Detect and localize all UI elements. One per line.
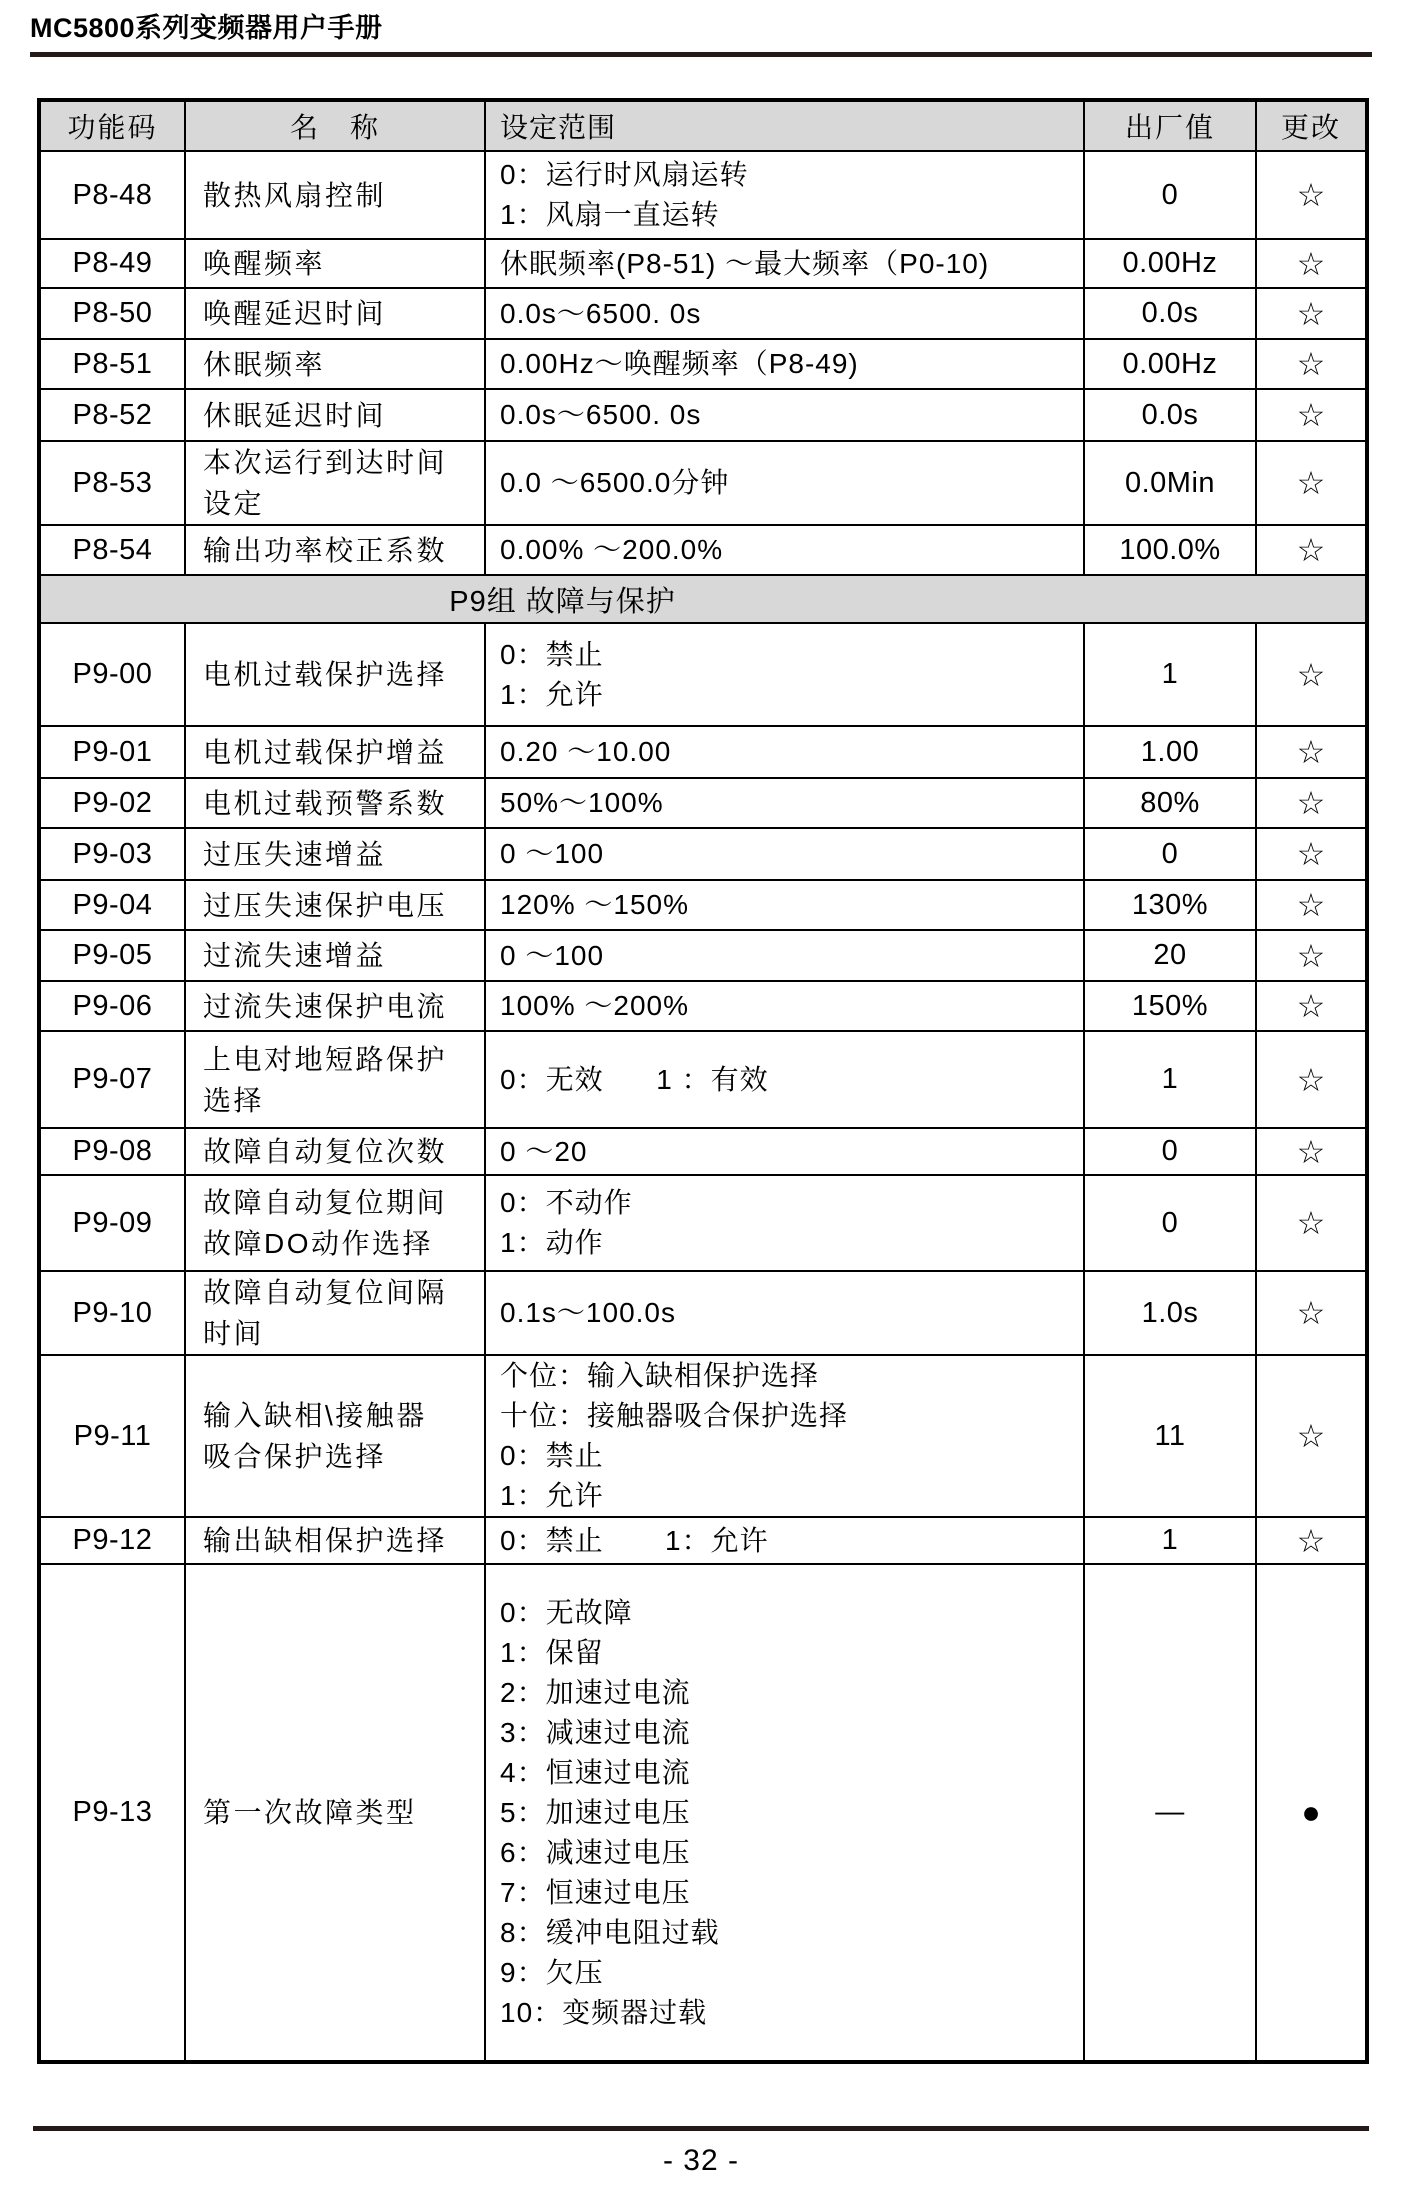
param-name	[185, 1517, 485, 1564]
param-code: P9-01	[39, 726, 185, 778]
param-change-flag: ☆	[1256, 389, 1367, 441]
param-name	[185, 880, 485, 930]
param-range	[485, 1175, 1084, 1271]
param-default-value: 1	[1084, 623, 1256, 726]
param-range-line: 1：允许	[500, 1480, 604, 1511]
param-default-value: 80%	[1084, 778, 1256, 828]
param-default-value: 0.00Hz	[1084, 239, 1256, 288]
param-code: P9-07	[39, 1031, 185, 1128]
column-header-code: 功能码	[39, 100, 185, 151]
param-range	[485, 441, 1084, 525]
param-range-line: 0：禁止	[500, 1440, 604, 1471]
section-label: P9组 故障与保护	[39, 575, 1367, 623]
table-row	[39, 389, 1367, 441]
param-change-flag: ☆	[1256, 239, 1367, 288]
param-default-value: 1.00	[1084, 726, 1256, 778]
param-name-line: 过流失速增益	[203, 940, 387, 971]
table-row	[39, 288, 1367, 339]
param-code: P9-05	[39, 930, 185, 981]
param-default-value: 0.00Hz	[1084, 339, 1256, 389]
param-name	[185, 1031, 485, 1128]
param-name-line: 休眠延迟时间	[203, 399, 387, 431]
param-range	[485, 389, 1084, 441]
param-code: P9-00	[39, 623, 185, 726]
param-name	[185, 778, 485, 828]
param-name-line: 故障自动复位期间	[203, 1187, 448, 1218]
table-row	[39, 880, 1367, 930]
table-row	[39, 726, 1367, 778]
param-code: P9-10	[39, 1271, 185, 1355]
param-range-line: 0.0s～6500. 0s	[500, 399, 702, 430]
param-range-line: 0 ～20	[500, 1135, 588, 1167]
param-range-line: 0：不动作	[500, 1187, 633, 1218]
param-change-flag: ☆	[1256, 151, 1367, 239]
footer-rule	[33, 2126, 1369, 2131]
param-name	[185, 525, 485, 575]
param-range-line: 1：风扇一直运转	[500, 199, 720, 230]
param-name	[185, 1564, 485, 2062]
param-name-line: 输出缺相保护选择	[203, 1525, 448, 1556]
param-name-line: 休眠频率	[203, 348, 326, 380]
param-change-flag: ☆	[1256, 1517, 1367, 1564]
table-header-row	[39, 100, 1367, 151]
param-change-flag: ☆	[1256, 623, 1367, 726]
param-code: P8-51	[39, 339, 185, 389]
table-row	[39, 930, 1367, 981]
param-code: P9-12	[39, 1517, 185, 1564]
param-name-line: 输入缺相\接触器	[203, 1400, 427, 1431]
param-name	[185, 239, 485, 288]
param-name	[185, 288, 485, 339]
param-code: P8-48	[39, 151, 185, 239]
param-default-value: 1	[1084, 1517, 1256, 1564]
page-number: - 32 -	[662, 2144, 740, 2177]
param-range-line: 0.0s～6500. 0s	[500, 297, 702, 329]
param-range-line: 100% ～200%	[500, 990, 690, 1021]
param-name	[185, 339, 485, 389]
param-change-flag: ☆	[1256, 930, 1367, 981]
param-change-flag: ☆	[1256, 1031, 1367, 1128]
param-name-line: 故障自动复位间隔	[203, 1277, 448, 1308]
param-default-value: 1.0s	[1084, 1271, 1256, 1355]
column-header-name: 名 称	[185, 100, 485, 151]
param-code: P9-09	[39, 1175, 185, 1271]
param-change-flag: ☆	[1256, 441, 1367, 525]
param-name	[185, 623, 485, 726]
param-default-value: 0	[1084, 151, 1256, 239]
param-range-line: 休眠频率(P8-51) ～最大频率（P0-10)	[500, 247, 990, 279]
param-range-line: 0：禁止	[500, 638, 604, 670]
param-default-value: 0	[1084, 828, 1256, 880]
param-code: P9-11	[39, 1355, 185, 1517]
param-code: P9-03	[39, 828, 185, 880]
table-row	[39, 1271, 1367, 1355]
param-range-line: 1：允许	[500, 678, 604, 710]
param-default-value: 0.0s	[1084, 389, 1256, 441]
param-change-flag: ☆	[1256, 288, 1367, 339]
param-name	[185, 1355, 485, 1517]
column-header-change: 更改	[1256, 100, 1367, 151]
param-range-line: 0：运行时风扇运转	[500, 159, 749, 190]
param-name	[185, 1128, 485, 1175]
param-range	[485, 339, 1084, 389]
param-range-line: 3：减速过电流	[500, 1716, 691, 1748]
param-range	[485, 1031, 1084, 1128]
table-row	[39, 525, 1367, 575]
param-range	[485, 1271, 1084, 1355]
param-name-line: 唤醒延迟时间	[203, 298, 387, 329]
param-default-value: 11	[1084, 1355, 1256, 1517]
param-range-line: 6：减速过电压	[500, 1836, 691, 1868]
param-range-line: 十位：接触器吸合保护选择	[500, 1400, 849, 1431]
param-name-line: 输出功率校正系数	[203, 534, 448, 566]
table-row	[39, 778, 1367, 828]
parameter-table	[37, 98, 1369, 2064]
param-default-value: 0	[1084, 1128, 1256, 1175]
param-name-line: 过流失速保护电流	[203, 990, 448, 1022]
param-range-line: 8：缓冲电阻过载	[500, 1916, 720, 1948]
table-row	[39, 828, 1367, 880]
param-range	[485, 726, 1084, 778]
param-range-line: 0：无效 1 ：有效	[500, 1063, 769, 1095]
param-code: P9-04	[39, 880, 185, 930]
param-default-value: 1	[1084, 1031, 1256, 1128]
param-name-line: 故障DO动作选择	[203, 1228, 434, 1259]
param-default-value: 0.0Min	[1084, 441, 1256, 525]
param-range-line: 0：无故障	[500, 1596, 633, 1628]
table-row	[39, 339, 1367, 389]
param-default-value: —	[1084, 1564, 1256, 2062]
param-change-flag: ☆	[1256, 1355, 1367, 1517]
param-change-flag: ☆	[1256, 981, 1367, 1031]
page-title: MC5800系列变频器用户手册	[30, 13, 383, 43]
param-default-value: 0.0s	[1084, 288, 1256, 339]
param-name-line: 电机过载保护选择	[203, 659, 448, 690]
param-range-line: 0.20 ～10.00	[500, 736, 672, 767]
param-range	[485, 828, 1084, 880]
param-change-flag: ☆	[1256, 880, 1367, 930]
param-range	[485, 623, 1084, 726]
column-header-range: 设定范围	[485, 100, 1084, 151]
param-name	[185, 1271, 485, 1355]
param-range	[485, 778, 1084, 828]
param-name-line: 故障自动复位次数	[203, 1136, 448, 1167]
param-name	[185, 441, 485, 525]
param-name	[185, 726, 485, 778]
param-default-value: 20	[1084, 930, 1256, 981]
param-range-line: 0.00% ～200.0%	[500, 534, 724, 565]
param-name-line: 选择	[203, 1084, 265, 1116]
param-range	[485, 981, 1084, 1031]
param-change-flag: ☆	[1256, 828, 1367, 880]
param-range	[485, 151, 1084, 239]
param-range-line: 0.00Hz～唤醒频率（P8-49)	[500, 348, 859, 379]
param-change-flag: ☆	[1256, 1128, 1367, 1175]
param-default-value: 100.0%	[1084, 525, 1256, 575]
table-row	[39, 981, 1367, 1031]
param-change-flag: ☆	[1256, 525, 1367, 575]
param-default-value: 150%	[1084, 981, 1256, 1031]
table-row	[39, 1031, 1367, 1128]
param-range	[485, 239, 1084, 288]
param-change-flag: ●	[1256, 1564, 1367, 2062]
param-change-flag: ☆	[1256, 1271, 1367, 1355]
param-range	[485, 1564, 1084, 2062]
param-code: P8-53	[39, 441, 185, 525]
param-name-line: 第一次故障类型	[203, 1797, 417, 1828]
param-name	[185, 930, 485, 981]
param-name-line: 本次运行到达时间	[203, 447, 448, 478]
param-code: P9-02	[39, 778, 185, 828]
param-range	[485, 525, 1084, 575]
param-name-line: 电机过载保护增益	[203, 736, 448, 768]
param-range-line: 1：动作	[500, 1227, 604, 1258]
param-name-line: 散热风扇控制	[203, 179, 387, 211]
param-range	[485, 930, 1084, 981]
param-range-line: 0 ～100	[500, 939, 605, 971]
param-name-line: 设定	[203, 488, 265, 519]
param-name	[185, 981, 485, 1031]
header-rule	[30, 52, 1372, 57]
param-name-line: 电机过载预警系数	[203, 787, 448, 819]
param-range-line: 0：禁止 1：允许	[500, 1524, 769, 1556]
table-row	[39, 1355, 1367, 1517]
param-range-line: 7：恒速过电压	[500, 1876, 691, 1908]
param-name	[185, 151, 485, 239]
param-range-line: 0 ～100	[500, 838, 605, 869]
param-range	[485, 288, 1084, 339]
param-code: P9-08	[39, 1128, 185, 1175]
param-code: P8-52	[39, 389, 185, 441]
param-name-line: 过压失速保护电压	[203, 889, 448, 921]
param-code: P9-06	[39, 981, 185, 1031]
param-name-line: 时间	[203, 1318, 265, 1349]
column-header-default: 出厂值	[1084, 100, 1256, 151]
table-row	[39, 623, 1367, 726]
param-default-value: 130%	[1084, 880, 1256, 930]
table-row	[39, 1517, 1367, 1564]
param-code: P8-54	[39, 525, 185, 575]
param-default-value: 0	[1084, 1175, 1256, 1271]
param-name-line: 唤醒频率	[203, 248, 326, 279]
table-row	[39, 1564, 1367, 2062]
param-code: P8-50	[39, 288, 185, 339]
param-name-line: 上电对地短路保护	[203, 1043, 448, 1075]
param-code: P8-49	[39, 239, 185, 288]
param-range-line: 9：欠压	[500, 1956, 604, 1988]
table-row	[39, 1175, 1367, 1271]
table-row	[39, 239, 1367, 288]
param-name	[185, 828, 485, 880]
param-range	[485, 1128, 1084, 1175]
table-row	[39, 1128, 1367, 1175]
param-change-flag: ☆	[1256, 726, 1367, 778]
table-row	[39, 151, 1367, 239]
param-range-line: 1：保留	[500, 1636, 604, 1668]
param-range-line: 个位：输入缺相保护选择	[500, 1360, 820, 1391]
param-name-line: 吸合保护选择	[203, 1441, 387, 1472]
section-row	[39, 575, 1367, 623]
param-range	[485, 880, 1084, 930]
param-change-flag: ☆	[1256, 1175, 1367, 1271]
table-row	[39, 441, 1367, 525]
param-range-line: 0.1s～100.0s	[500, 1297, 676, 1328]
param-name	[185, 1175, 485, 1271]
param-name-line: 过压失速增益	[203, 838, 387, 870]
param-range	[485, 1355, 1084, 1517]
param-range-line: 2：加速过电流	[500, 1676, 691, 1708]
param-range	[485, 1517, 1084, 1564]
param-change-flag: ☆	[1256, 778, 1367, 828]
param-range-line: 5：加速过电压	[500, 1796, 691, 1828]
param-range-line: 50%～100%	[500, 787, 664, 818]
param-name	[185, 389, 485, 441]
param-range-line: 0.0 ～6500.0分钟	[500, 467, 730, 498]
param-range-line: 120% ～150%	[500, 889, 690, 920]
param-range-line: 10：变频器过载	[500, 1996, 708, 2028]
param-code: P9-13	[39, 1564, 185, 2062]
param-change-flag: ☆	[1256, 339, 1367, 389]
param-range-line: 4：恒速过电流	[500, 1756, 691, 1788]
